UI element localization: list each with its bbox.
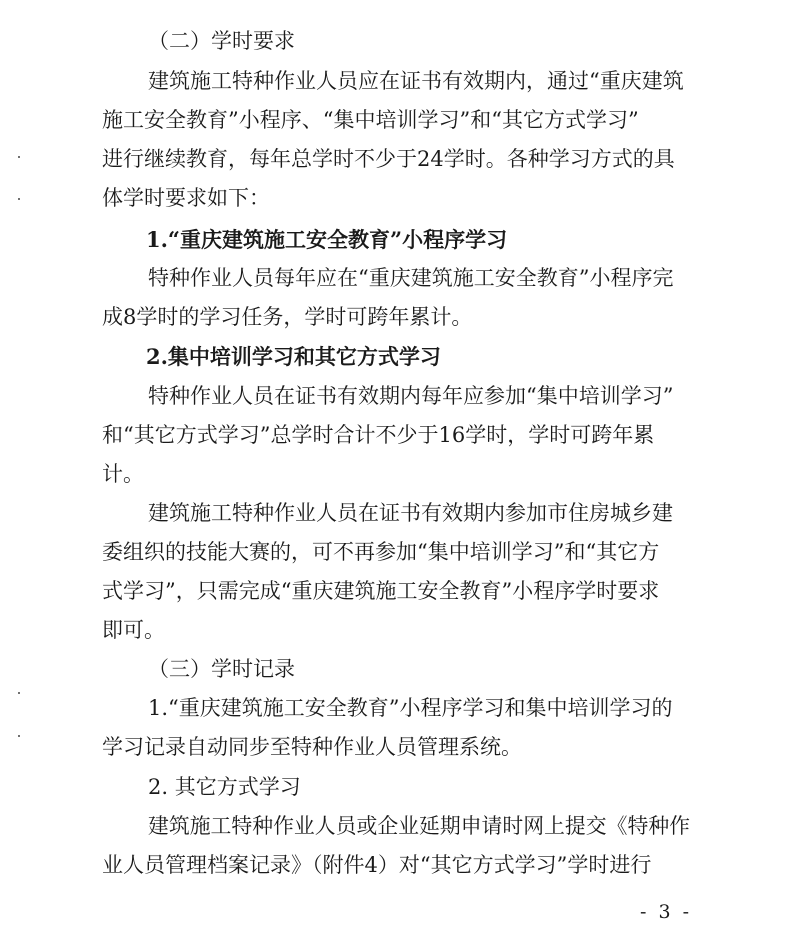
text-line: 建筑施工特种作业人员应在证书有效期内，通过“重庆建筑: [148, 69, 684, 93]
text-line: 特种作业人员在证书有效期内每年应参加“集中培训学习”: [148, 384, 674, 408]
paragraph-line: [0, 533, 790, 572]
text-line: 1.“重庆建筑施工安全教育”小程序学习: [146, 227, 508, 252]
text-line: 成8学时的学习任务，学时可跨年累计。: [102, 305, 473, 329]
paragraph-line: [0, 846, 790, 885]
text-line: 即可。: [102, 618, 165, 642]
paragraph-line: [0, 689, 790, 728]
text-line: 业人员管理档案记录》（附件4）对“其它方式学习”学时进行: [102, 853, 652, 877]
section-heading-study-hours: [0, 22, 790, 61]
paragraph-line: [0, 611, 790, 650]
section-heading-study-records: [0, 650, 790, 689]
text-line: 施工安全教育”小程序、“集中培训学习”和“其它方式学习”: [102, 108, 639, 132]
text-line: 式学习”，只需完成“重庆建筑施工安全教育”小程序学时要求: [102, 579, 660, 603]
text-line: 建筑施工特种作业人员或企业延期申请时网上提交《特种作: [148, 814, 691, 838]
paragraph-line: [0, 259, 790, 298]
paragraph-line: [0, 572, 790, 611]
text-line: 2.集中培训学习和其它方式学习: [146, 344, 441, 369]
paragraph-line: [0, 101, 790, 140]
subheading-other-methods: [0, 768, 790, 807]
scan-speck: [18, 692, 20, 694]
text-line: 体学时要求如下：: [102, 186, 270, 210]
text-line: 1.“重庆建筑施工安全教育”小程序学习和集中培训学习的: [148, 696, 673, 720]
text-line: （三）学时记录: [148, 657, 295, 681]
paragraph-line: [0, 377, 790, 416]
text-line: （二）学时要求: [148, 29, 295, 53]
paragraph-line: [0, 298, 790, 337]
text-line: 建筑施工特种作业人员在证书有效期内参加市住房城乡建: [148, 501, 673, 525]
text-line: 特种作业人员每年应在“重庆建筑施工安全教育”小程序完: [148, 266, 674, 290]
text-line: 2. 其它方式学习: [148, 775, 301, 799]
paragraph-line: [0, 62, 790, 101]
paragraph-line: [0, 494, 790, 533]
subheading-centralized-training: [0, 337, 790, 376]
paragraph-line: [0, 416, 790, 455]
paragraph-line: [0, 140, 790, 179]
page-number: - 3 -: [640, 901, 693, 923]
text-line: 学习记录自动同步至特种作业人员管理系统。: [102, 735, 522, 759]
paragraph-line: [0, 455, 790, 494]
paragraph-line: [0, 179, 790, 218]
scan-speck: [18, 198, 20, 200]
text-line: 进行继续教育，每年总学时不少于24学时。各种学习方式的具: [102, 147, 675, 171]
scan-speck: [18, 156, 20, 158]
paragraph-line: [0, 807, 790, 846]
paragraph-line: [0, 728, 790, 767]
text-line: 和“其它方式学习”总学时合计不少于16学时，学时可跨年累: [102, 423, 655, 447]
scan-speck: [18, 735, 20, 737]
text-line: 计。: [102, 462, 144, 486]
text-line: 委组织的技能大赛的，可不再参加“集中培训学习”和“其它方: [102, 540, 660, 564]
subheading-mini-program: [0, 220, 790, 259]
